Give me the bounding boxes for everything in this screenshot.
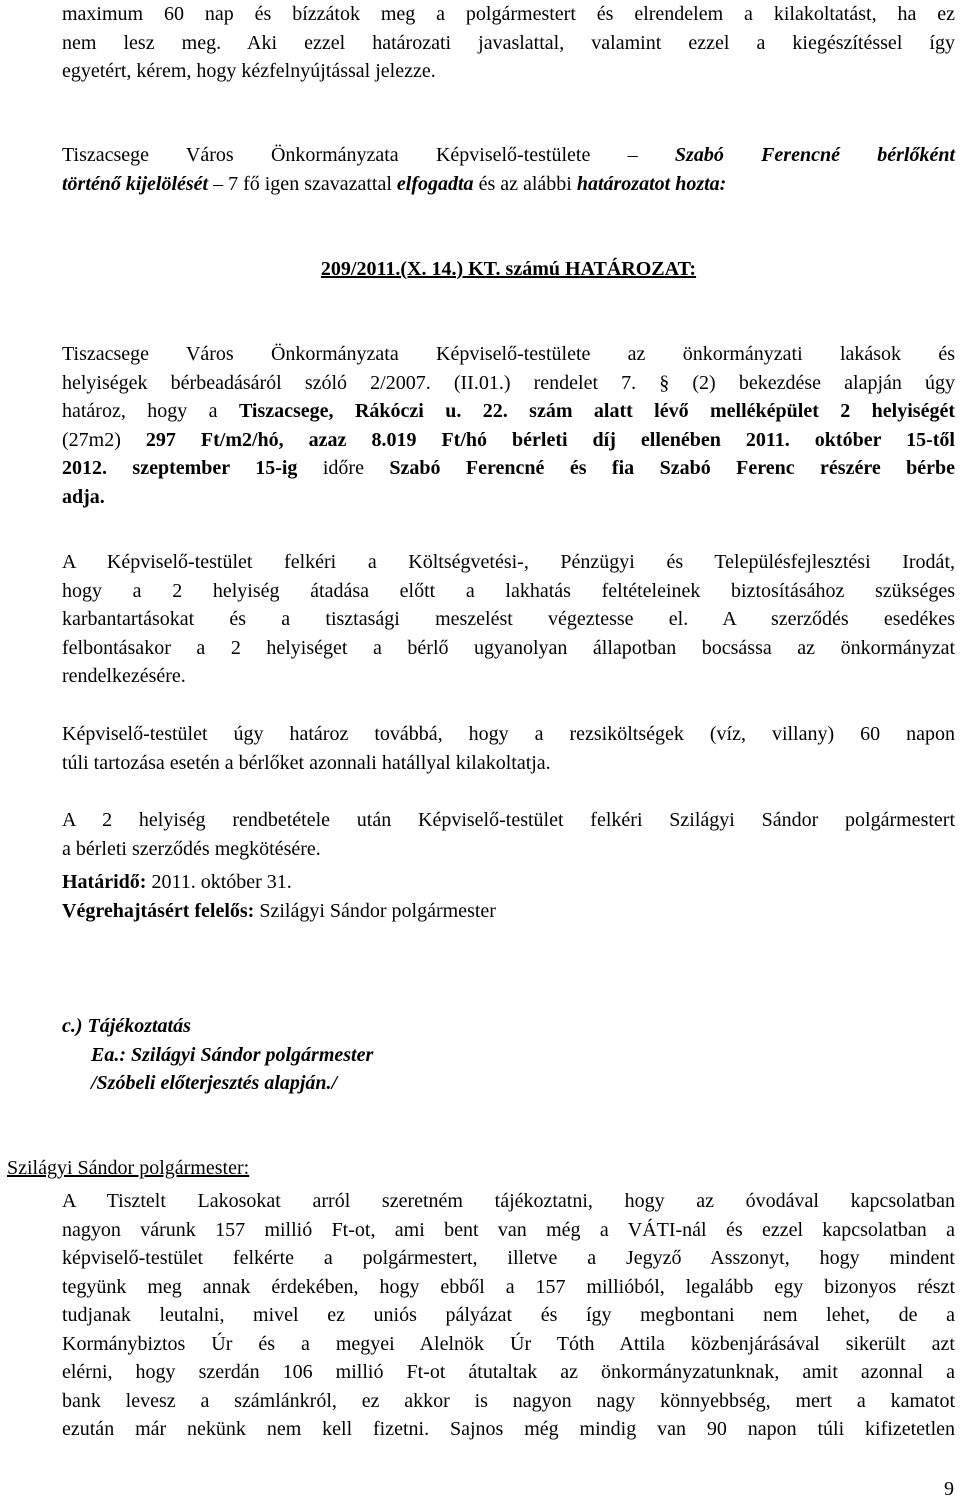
speaker-name: Szilágyi Sándor polgármester:: [7, 1157, 250, 1179]
text-line: A Tisztelt Lakosokat arról szeretném tájékoztatni, hogy az óvodával kapcsolatban: [62, 1190, 955, 1212]
text-line: maximum 60 nap és bízzátok meg a polgármestert és elrendelem a kilakoltatást, ha ez: [62, 3, 955, 25]
vote-text: – 7 fő igen szavazattal: [208, 172, 397, 195]
speech-block: [7, 1154, 955, 1183]
resolution-body: [62, 340, 955, 511]
text-run: (27m2): [62, 428, 146, 451]
text-line: [62, 141, 955, 170]
text-run: határoz, hogy a: [62, 400, 239, 422]
vote-result: elfogadta: [396, 172, 474, 195]
deadline: [62, 868, 955, 897]
text-line: karbantartásokat és a tisztasági meszelést végeztesse el. A szerződés esedékes: [62, 608, 955, 630]
text-line: képviselő-testület felkérte a polgármestert, illetve a Jegyző Asszonyt, hogy mindent: [62, 1247, 955, 1269]
text-line: ezután már nekünk nem kell fizetni. Sajnos még mindig van 90 napon túli kifizetetlen: [62, 1418, 955, 1440]
vote-paragraph: [62, 141, 955, 198]
lease-end: 2012. szeptember 15-ig: [62, 457, 298, 479]
vote-text: Tiszacsege Város Önkormányzata Képviselő-testülete –: [62, 144, 675, 166]
text-line: adja.: [62, 485, 105, 508]
text-line: [62, 426, 955, 455]
text-line: Tiszacsege Város Önkormányzata Képviselő-testülete az önkormányzati lakások és: [62, 343, 955, 365]
tenants: Szabó Ferencné és fia Szabó Ferenc részére bérbe: [389, 457, 956, 479]
text-line: tegyünk meg annak érdekében, hogy ebből a 157 millióból, legalább egy bizonyos részt: [62, 1275, 955, 1298]
text-line: túli tartozása esetén a bérlőket azonnali hatállyal kilakoltatja.: [62, 751, 551, 774]
vote-subject: Szabó Ferencné bérlőként: [674, 144, 956, 166]
contract-paragraph: [62, 806, 955, 863]
text-run: időre: [297, 457, 390, 479]
section-basis: /Szóbeli előterjesztés alapján./: [91, 1072, 338, 1094]
speech-paragraph: [62, 1187, 955, 1444]
text-line: felbontásakor a 2 helyiséget a bérlő ugyanolyan állapotban bocsássa az önkormányzat: [62, 636, 955, 659]
intro-paragraph: [62, 0, 955, 86]
text-line: tudjanak leutalni, mivel ez uniós pályázat és így megbontani nem lehet, de a: [62, 1304, 955, 1326]
property-address: Tiszacsege, Rákóczi u. 22. szám alatt lévő melléképület 2 helyiségét: [238, 400, 955, 422]
text-line: rendelkezésére.: [62, 665, 186, 687]
vote-text: és az alábbi: [473, 172, 577, 195]
vote-outcome: határozatot hozta:: [576, 172, 727, 195]
text-line: hogy a 2 helyiség átadása előtt a lakhatás feltételeinek biztosításához szükséges: [62, 579, 955, 602]
text-line: helyiségek bérbeadásáról szóló 2/2007. (II.01.) rendelet 7. § (2) bekezdése alapján úgy: [62, 371, 955, 394]
request-paragraph: [62, 548, 955, 691]
responsible-label: Végrehajtásért felelős:: [62, 899, 255, 922]
text-line: A 2 helyiség rendbetétele után Képviselő-testület felkéri Szilágyi Sándor polgármestert: [62, 809, 955, 831]
text-line: a bérleti szerződés megkötésére.: [62, 837, 321, 860]
utility-paragraph: [62, 720, 955, 777]
text-line: [62, 454, 955, 483]
section-c: [62, 1012, 955, 1098]
text-line: elérni, hogy szerdán 106 millió Ft-ot átutaltak az önkormányzatunknak, amit azonnal a: [62, 1361, 955, 1383]
text-line: bank levesz a számlánkról, ez akkor is nagyon nagy könnyebbség, mert a kamatot: [62, 1389, 955, 1412]
vote-subject: történő kijelölését: [62, 172, 209, 195]
resolution-title: 209/2011.(X. 14.) KT. számú HATÁROZAT:: [320, 258, 697, 280]
section-title: c.) Tájékoztatás: [62, 1015, 191, 1037]
text-line: A Képviselő-testület felkéri a Költségvetési-, Pénzügyi és Településfejlesztési Irodát,: [62, 551, 955, 573]
deadline-label: Határidő:: [62, 871, 147, 893]
text-line: [62, 397, 955, 426]
text-line: nagyon várunk 157 millió Ft-ot, ami bent van még a VÁTI-nál és ezzel kapcsolatban a: [62, 1218, 955, 1241]
text-line: egyetért, kérem, hogy kézfelnyújtással jelezze.: [62, 60, 436, 82]
deadline-block: [62, 868, 955, 925]
deadline-value: 2011. október 31.: [146, 871, 292, 893]
text-line: Képviselő-testület úgy határoz továbbá, hogy a rezsiköltségek (víz, villany) 60 napon: [62, 723, 955, 745]
page-number: 9: [944, 1478, 954, 1500]
responsible-value: Szilágyi Sándor polgármester: [254, 899, 496, 922]
rent-amount: 297 Ft/m2/hó, azaz 8.019 Ft/hó bérleti díj ellenében 2011. október 15-től: [145, 428, 955, 451]
responsible: [62, 897, 955, 926]
section-presenter: Ea.: Szilágyi Sándor polgármester: [91, 1043, 374, 1066]
text-line: Kormánybiztos Úr és a megyei Alelnök Úr Tóth Attila közbenjárásával sikerült azt: [62, 1332, 955, 1355]
text-line: [62, 170, 955, 199]
text-line: nem lesz meg. Aki ezzel határozati javaslattal, valamint ezzel a kiegészítéssel így: [62, 31, 955, 54]
